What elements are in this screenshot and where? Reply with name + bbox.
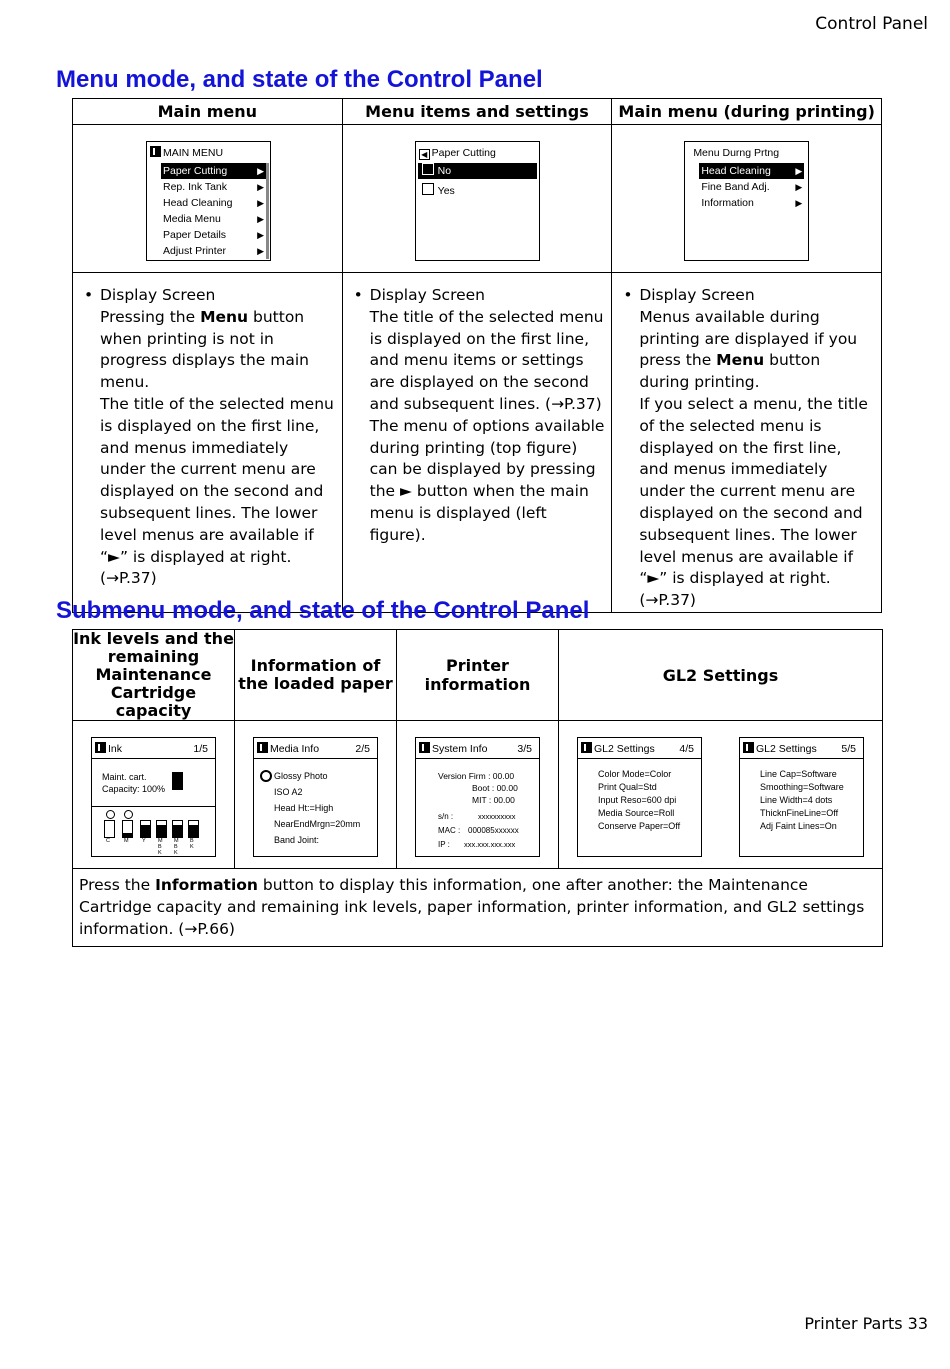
capacity-value: Capacity: 100%	[102, 784, 166, 794]
band-joint: Band Joint:	[274, 835, 320, 845]
cell-desc-main-menu	[73, 273, 343, 613]
running-footer: Printer Parts 33	[804, 1314, 928, 1333]
lcd-title: ◀ Paper Cutting	[419, 145, 536, 160]
checkbox-icon	[422, 183, 434, 195]
color-mode: Color Mode=Color	[598, 769, 672, 779]
media-source: Media Source=Roll	[598, 808, 675, 818]
ip-value: xxx.xxx.xxx.xxx	[464, 840, 516, 849]
menu-item-selected: Head Cleaning ▶	[701, 165, 803, 177]
info-icon	[581, 742, 592, 753]
print-quality: Print Qual=Std	[598, 782, 657, 792]
cell-screen-printing-menu	[612, 125, 882, 273]
checkbox-icon	[422, 163, 434, 175]
lcd-title: MAIN MENU	[150, 145, 267, 160]
running-header: Control Panel	[815, 14, 928, 34]
ink-label: Y	[142, 838, 146, 844]
option-selected: No	[418, 163, 537, 179]
lcd-title: System Info 3/5	[419, 741, 536, 756]
option: Yes	[418, 183, 535, 199]
arrow-right-icon: ▶	[257, 246, 264, 256]
line-width: Line Width=4 dots	[760, 795, 833, 805]
warning-icon	[106, 810, 115, 819]
desc-paragraph: The title of the selected menu is displayed on the first line, and menus immediately under the current menu are displayed on the second and subsequent lines. The lower level menus are available if “►” is displayed at right. (→P.37)	[100, 394, 334, 588]
arrow-right-icon: ▶	[257, 230, 264, 240]
divider	[416, 758, 539, 759]
lcd-menu-items	[415, 141, 540, 261]
desc-paragraph: The title of the selected menu is displayed on the first line, and menu items or settings are displayed on the second and subsequent lines. (→P.37)	[369, 307, 604, 413]
lcd-title: GL2 Settings 5/5	[743, 741, 860, 756]
desc-paragraph: If you select a menu, the title of the selected menu is displayed on the first line, and menus immediately under the current menu are displayed on the second and subsequent lines. The lower level menus are available if “►” is displayed at right. (→P.37)	[639, 394, 868, 610]
version-mit: MIT : 00.00	[472, 795, 515, 805]
desc-lead: Display Screen	[369, 286, 486, 304]
col-header-printer-info: Printer information	[397, 630, 559, 721]
maint-cart-label: Maint. cart.	[102, 772, 147, 782]
menu-mode-table	[72, 98, 882, 613]
bullet: •	[353, 286, 363, 304]
menu-item: Paper Details ▶	[163, 229, 264, 241]
input-resolution: Input Reso=600 dpi	[598, 795, 677, 805]
menu-item: Head Cleaning ▶	[163, 197, 264, 209]
cell-screen-system-info	[397, 721, 559, 869]
conserve-paper: Conserve Paper=Off	[598, 821, 681, 831]
media-size: ISO A2	[274, 787, 303, 797]
head-height: Head Ht:=High	[274, 803, 334, 813]
lcd-printing-menu	[684, 141, 809, 261]
divider	[254, 758, 377, 759]
info-icon	[257, 742, 268, 753]
serial-value: xxxxxxxxxx	[478, 812, 516, 821]
arrow-right-icon: ▶	[257, 182, 264, 192]
ip-label: IP :	[438, 840, 450, 849]
cell-screen-ink	[73, 721, 235, 869]
cell-screen-media-info	[235, 721, 397, 869]
bullet: •	[623, 286, 633, 304]
menu-item-selected: Paper Cutting ▶	[163, 165, 264, 177]
roll-icon	[260, 770, 272, 782]
ink-label: C	[106, 838, 110, 844]
ink-tank-mbk-2	[172, 820, 183, 838]
lcd-title: Ink 1/5	[95, 741, 212, 756]
desc-paragraph: The menu of options available during printing (top figure) can be displayed by pressing the ► button when the main menu is displayed (left figure).	[369, 416, 605, 544]
ink-label: M B K	[174, 838, 179, 856]
section-title-submenu-mode: Submenu mode, and state of the Control Panel	[56, 597, 590, 624]
version-firm: Version Firm : 00.00	[438, 771, 515, 781]
lcd-system-info	[415, 737, 540, 857]
lcd-title: GL2 Settings 4/5	[581, 741, 698, 756]
desc-lead: Display Screen	[100, 286, 216, 304]
info-icon	[95, 742, 106, 753]
arrow-right-icon: ▶	[795, 198, 803, 208]
divider	[92, 758, 215, 759]
lcd-main-menu	[146, 141, 271, 261]
col-header-paper-info: Information of the loaded paper	[235, 630, 397, 721]
cell-desc-printing-menu	[612, 273, 882, 613]
adj-faint-lines: Adj Faint Lines=On	[760, 821, 837, 831]
back-arrow-icon: ◀	[419, 149, 430, 160]
ink-tank-mbk	[156, 820, 167, 838]
lcd-title: Media Info 2/5	[257, 741, 374, 756]
arrow-right-icon: ▶	[257, 166, 264, 176]
col-header-main-menu: Main menu	[73, 99, 343, 125]
cell-desc-menu-items	[342, 273, 612, 613]
ink-label: B K	[190, 838, 194, 850]
line-cap: Line Cap=Software	[760, 769, 837, 779]
ink-tank-m	[122, 820, 133, 838]
ink-tank-bk	[188, 820, 199, 838]
arrow-right-icon: ▶	[795, 182, 803, 192]
arrow-right-icon: ▶	[257, 198, 264, 208]
lcd-media-info	[253, 737, 378, 857]
submenu-mode-table	[72, 629, 883, 947]
mac-label: MAC :	[438, 826, 461, 835]
menu-item: Fine Band Adj. ▶	[701, 181, 803, 193]
ink-label: M B K	[158, 838, 163, 856]
ink-label: M	[124, 838, 129, 844]
divider	[92, 806, 215, 807]
menu-item: Adjust Printer ▶	[163, 245, 264, 257]
col-header-ink-levels: Ink levels and the remaining Maintenance Cartridge capacity	[73, 629, 234, 720]
desc-paragraph: Pressing the Menu button when printing is not in progress displays the main menu.	[100, 307, 309, 392]
col-header-main-menu-printing: Main menu (during printing)	[612, 99, 882, 125]
divider	[578, 758, 701, 759]
scrollbar-icon	[266, 163, 269, 259]
ink-tank-c	[104, 820, 115, 838]
media-type: Glossy Photo	[274, 771, 328, 781]
info-icon	[743, 742, 754, 753]
maintenance-cartridge-icon	[172, 772, 183, 790]
mac-value: 000085xxxxxx	[468, 826, 519, 835]
lcd-ink	[91, 737, 216, 857]
submenu-note: Press the Information button to display this information, one after another: the Maintenance Cartridge capacity and remaining ink levels, paper information, printer information, and GL2 settings information. (→P.66)	[73, 869, 883, 947]
menu-item: Rep. Ink Tank ▶	[163, 181, 264, 193]
near-end-margin: NearEndMrgn=20mm	[274, 819, 361, 829]
cell-screen-menu-items	[342, 125, 612, 273]
arrow-right-icon: ▶	[795, 166, 803, 176]
lcd-gl2-settings-2	[739, 737, 864, 857]
serial-label: s/n :	[438, 812, 454, 821]
arrow-right-icon: ▶	[257, 214, 264, 224]
info-icon	[150, 146, 161, 157]
col-header-gl2-settings: GL2 Settings	[559, 630, 883, 721]
cell-screen-main-menu	[73, 125, 343, 273]
cell-screen-gl2	[559, 721, 883, 869]
bullet: •	[84, 286, 94, 304]
desc-lead: Display Screen	[639, 286, 755, 304]
col-header-menu-items: Menu items and settings	[342, 99, 612, 125]
desc-paragraph: Menus available during printing are displayed if you press the Menu button during printing.	[639, 307, 858, 392]
menu-item: Information ▶	[701, 197, 803, 209]
section-title-menu-mode: Menu mode, and state of the Control Panel	[56, 66, 543, 93]
lcd-gl2-settings-1	[577, 737, 702, 857]
divider	[740, 758, 863, 759]
info-icon	[419, 742, 430, 753]
version-boot: Boot : 00.00	[472, 783, 518, 793]
menu-item: Media Menu ▶	[163, 213, 264, 225]
ink-tank-y	[140, 820, 151, 838]
alert-icon	[124, 810, 133, 819]
lcd-title: Menu Durng Prtng	[693, 147, 780, 159]
thicken-fine-line: ThicknFineLine=Off	[760, 808, 839, 818]
smoothing: Smoothing=Software	[760, 782, 844, 792]
